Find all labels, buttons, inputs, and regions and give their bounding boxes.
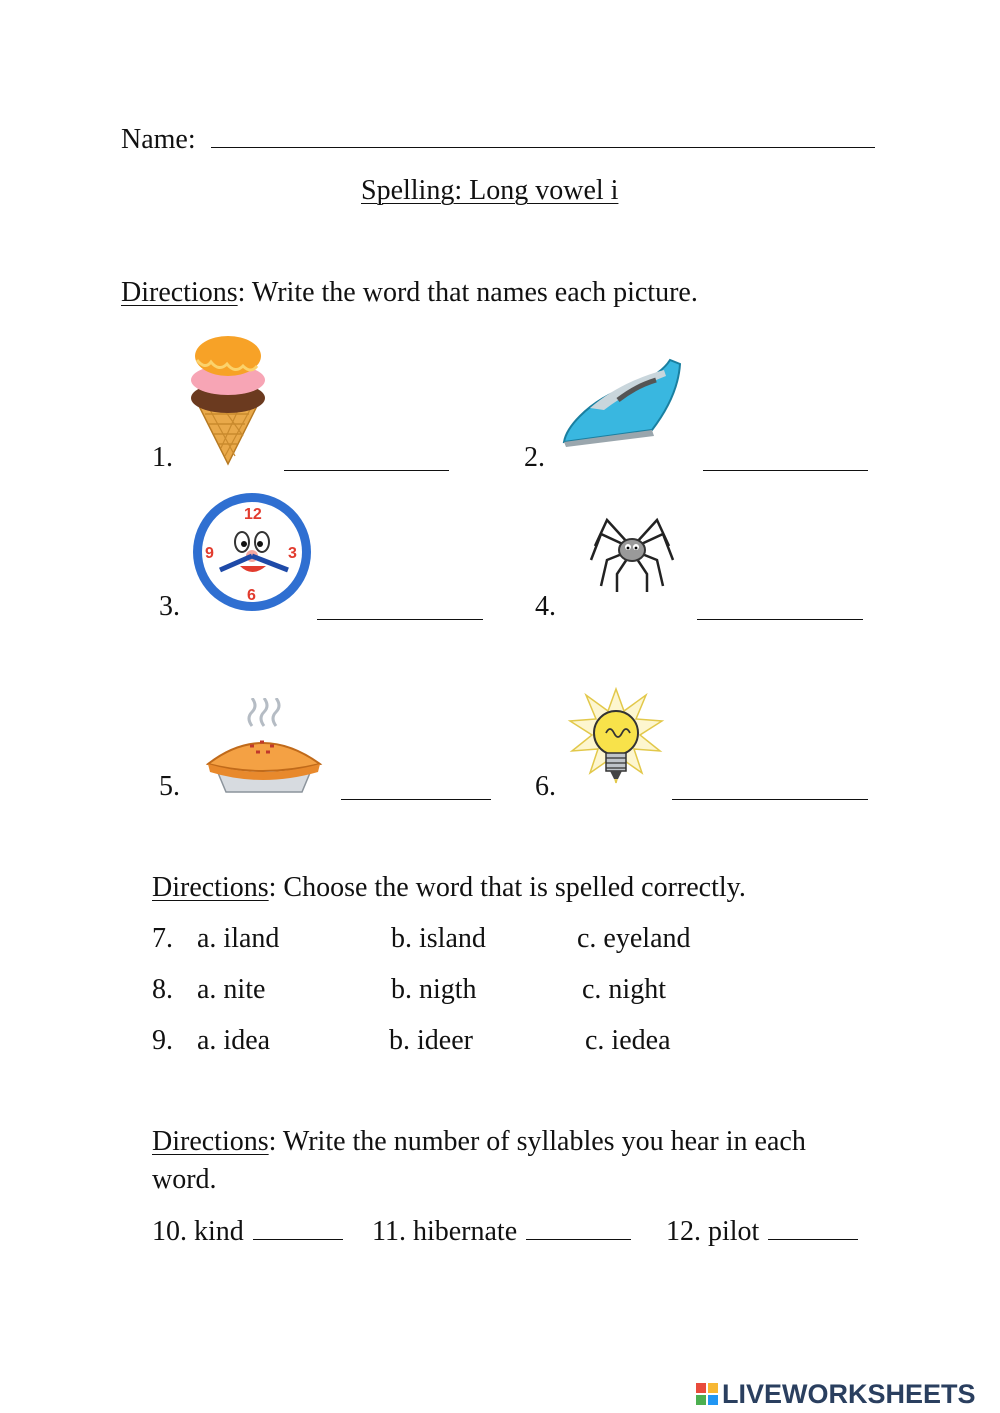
question-9-number: 9. <box>152 1025 173 1056</box>
syllable-word-11-answer-line[interactable] <box>526 1217 631 1240</box>
spider-icon <box>587 500 677 592</box>
question-8-option-c[interactable]: c. night <box>582 974 666 1005</box>
svg-text:12: 12 <box>244 506 262 523</box>
light-bulb-icon <box>566 687 666 797</box>
directions-3-line2: word. <box>152 1164 217 1195</box>
directions-1-text: : Write the word that names each picture. <box>237 277 698 308</box>
question-7-option-a[interactable]: a. iland <box>197 923 280 954</box>
page-title: Spelling: Long vowel i <box>361 175 619 206</box>
directions-3 <box>152 1128 806 1156</box>
directions-1-label: Directions <box>121 277 238 308</box>
item-3-number: 3. <box>159 591 180 622</box>
syllable-word-12-label: 12. pilot <box>666 1216 760 1247</box>
question-9-option-b[interactable]: b. ideer <box>389 1025 473 1056</box>
question-7-option-c[interactable]: c. eyeland <box>577 923 691 954</box>
item-5-answer-line[interactable] <box>341 777 491 800</box>
item-3-answer-line[interactable] <box>317 597 483 620</box>
item-6-answer-line[interactable] <box>672 777 868 800</box>
syllable-word-10-answer-line[interactable] <box>253 1217 343 1240</box>
syllable-word-10-label: 10. kind <box>152 1216 244 1247</box>
question-9-option-a[interactable]: a. idea <box>197 1025 271 1056</box>
question-8-number: 8. <box>152 974 173 1005</box>
question-8-option-a[interactable]: a. nite <box>197 974 266 1005</box>
pie-icon <box>202 698 327 796</box>
brand-name: LIVEWORKSHEETS <box>722 1378 976 1409</box>
name-label: Name: <box>121 124 196 155</box>
item-4-answer-line[interactable] <box>697 597 863 620</box>
question-7-option-b[interactable]: b. island <box>391 923 486 954</box>
item-1-number: 1. <box>152 442 173 473</box>
logo-mark-icon <box>696 1383 718 1405</box>
syllable-word-11-label: 11. hibernate <box>372 1216 518 1247</box>
directions-2 <box>152 874 746 902</box>
directions-2-label: Directions <box>152 872 269 903</box>
svg-text:3: 3 <box>288 545 297 562</box>
item-5-number: 5. <box>159 771 180 802</box>
name-answer-line[interactable] <box>211 125 875 148</box>
item-4-number: 4. <box>535 591 556 622</box>
syllable-word-12-answer-line[interactable] <box>768 1217 858 1240</box>
item-1-answer-line[interactable] <box>284 448 449 471</box>
directions-2-text: : Choose the word that is spelled correctly. <box>268 872 746 903</box>
directions-3-label: Directions <box>152 1126 269 1157</box>
question-7-number: 7. <box>152 923 173 954</box>
directions-1 <box>121 279 698 307</box>
iron-icon <box>560 356 685 448</box>
name-row <box>121 125 875 154</box>
question-8-option-b[interactable]: b. nigth <box>391 974 477 1005</box>
ice-cream-icon <box>185 328 271 466</box>
question-9-option-c[interactable]: c. iedea <box>585 1025 671 1056</box>
syllable-word-11 <box>372 1217 631 1246</box>
svg-text:6: 6 <box>247 587 256 604</box>
clock-icon <box>190 490 315 615</box>
item-2-answer-line[interactable] <box>703 448 868 471</box>
directions-3-text: : Write the number of syllables you hear in each <box>268 1126 806 1157</box>
syllable-word-10 <box>152 1217 343 1246</box>
svg-text:9: 9 <box>205 545 214 562</box>
liveworksheets-logo <box>696 1378 976 1410</box>
item-6-number: 6. <box>535 771 556 802</box>
item-2-number: 2. <box>524 442 545 473</box>
syllable-word-12 <box>666 1217 858 1246</box>
